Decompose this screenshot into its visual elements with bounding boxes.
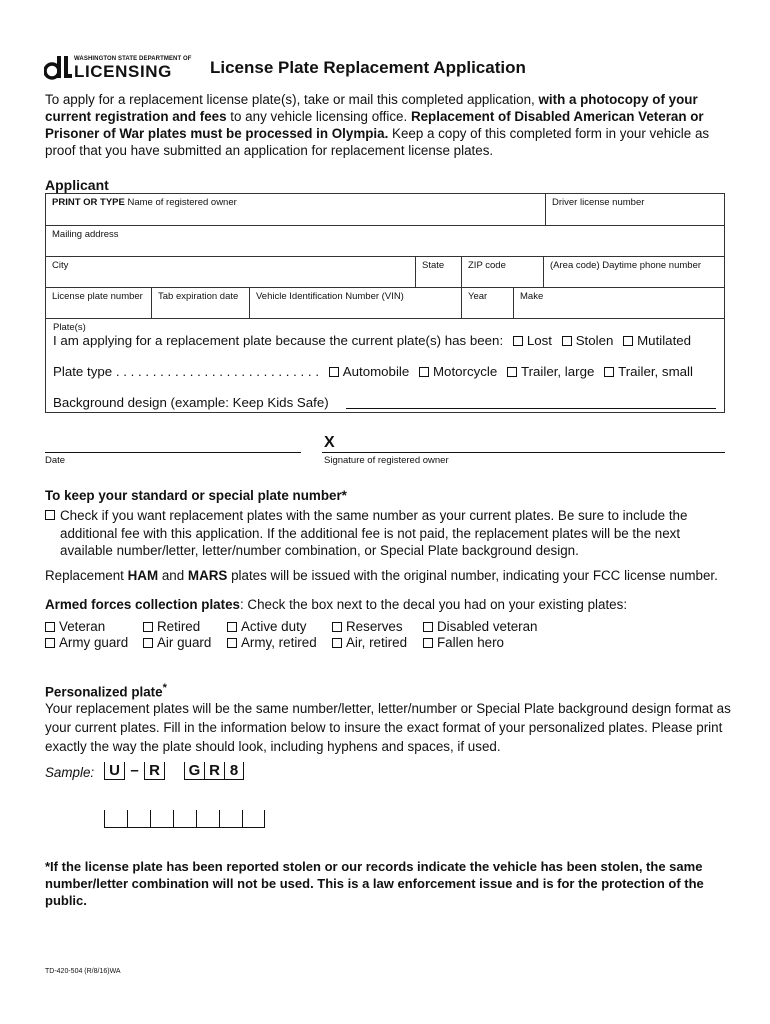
standard-plate-heading: To keep your standard or special plate number* — [45, 488, 347, 503]
plate-char-input[interactable] — [219, 810, 242, 828]
plate-char-input[interactable] — [242, 810, 265, 828]
armed-disabled-veteran-option[interactable]: Disabled veteran — [423, 619, 538, 636]
state-field[interactable]: State — [416, 257, 462, 287]
type-trailer-small-option[interactable]: Trailer, small — [604, 364, 693, 379]
sample-plate-char: U — [104, 762, 124, 780]
sample-plate — [104, 762, 244, 780]
owner-name-field[interactable]: PRINT OR TYPE Name of registered owner — [46, 194, 546, 225]
zip-field[interactable]: ZIP code — [462, 257, 544, 287]
plate-char-input[interactable] — [127, 810, 150, 828]
plate-number-field[interactable]: License plate number — [46, 288, 152, 318]
sample-plate-char: R — [204, 762, 224, 780]
row-city — [46, 257, 724, 288]
signature-label: Signature of registered owner — [324, 455, 449, 466]
checkbox[interactable] — [45, 622, 55, 632]
armed-fallen-hero-option[interactable]: Fallen hero — [423, 635, 504, 652]
checkbox[interactable] — [623, 336, 633, 346]
checkbox[interactable] — [332, 638, 342, 648]
signature-x-mark: X — [324, 434, 335, 451]
checkbox[interactable] — [604, 367, 614, 377]
checkbox[interactable] — [329, 367, 339, 377]
sample-plate-char: – — [124, 762, 144, 780]
checkbox[interactable] — [143, 622, 153, 632]
sample-plate-char — [164, 762, 184, 780]
plates-label: Plate(s) — [53, 322, 86, 333]
row-owner — [46, 194, 724, 226]
reason-lost-option[interactable]: Lost — [513, 333, 552, 348]
date-label: Date — [45, 455, 66, 466]
stolen-footnote: *If the license plate has been reported stolen or our records indicate the vehicle has been stolen, the same number/letter combination will not be used. This is a law enforcement issue and is for the protection of the public. — [45, 859, 704, 908]
row-vehicle — [46, 288, 724, 319]
checkbox[interactable] — [562, 336, 572, 346]
phone-field[interactable]: (Area code) Daytime phone number — [550, 260, 702, 271]
checkbox[interactable] — [423, 638, 433, 648]
ham-mars-text: Replacement HAM and MARS plates will be issued with the original number, indicating your FCC license number. — [45, 568, 718, 583]
sample-label: Sample: — [45, 765, 95, 780]
mailing-address-field[interactable]: Mailing address — [52, 229, 119, 240]
checkbox[interactable] — [513, 336, 523, 346]
make-field[interactable]: Make — [520, 291, 544, 302]
city-field[interactable]: City — [46, 257, 416, 287]
dept-text: WASHINGTON STATE DEPARTMENT OF — [74, 56, 192, 62]
plate-type-line: Plate type . . . . . . . . . . . . . . . . . . . . . . . . . . . . Automobile Motorcycle Trailer, large Trailer, small — [53, 364, 693, 379]
checkbox[interactable] — [227, 622, 237, 632]
type-motorcycle-option[interactable]: Motorcycle — [419, 364, 497, 379]
dol-logo — [44, 52, 192, 82]
tab-expiration-field[interactable]: Tab expiration date — [152, 288, 250, 318]
background-design-input[interactable] — [346, 408, 716, 409]
armed-veteran-option[interactable]: Veteran — [45, 619, 105, 636]
sample-plate-char: R — [144, 762, 164, 780]
personalized-heading: Personalized plate* — [45, 682, 167, 700]
checkbox[interactable] — [227, 638, 237, 648]
reason-mutilated-option[interactable]: Mutilated — [623, 333, 691, 348]
sample-plate-char: 8 — [224, 762, 244, 780]
sample-plate-char: G — [184, 762, 204, 780]
armed-air-guard-option[interactable]: Air guard — [143, 635, 211, 652]
row-mailing — [46, 226, 724, 257]
checkbox[interactable] — [423, 622, 433, 632]
intro-paragraph: To apply for a replacement license plate(s), take or mail this completed application, with a photocopy of your current registration and fees to any vehicle licensing office. Replacement of Disabled American Veteran or Prisoner of War plates must be processed in Olympia. Keep a copy of this completed form in your vehicle as proof that you have submitted an application for replacement license plates. — [45, 92, 710, 158]
armed-army-guard-option[interactable]: Army guard — [45, 635, 128, 652]
armed-forces-text: Armed forces collection plates: Check the box next to the decal you had on your existing plates: — [45, 597, 628, 612]
applicant-table — [45, 193, 725, 413]
form-number: TD-420-504 (R/8/16)WA — [45, 968, 121, 975]
type-automobile-option[interactable]: Automobile — [329, 364, 410, 379]
plate-char-input[interactable] — [104, 810, 127, 828]
signature-line[interactable] — [322, 452, 725, 453]
checkbox[interactable] — [45, 638, 55, 648]
armed-active-duty-option[interactable]: Active duty — [227, 619, 307, 636]
date-line[interactable] — [45, 452, 301, 453]
logo-licensing-text: LICENSING — [74, 62, 172, 81]
year-field[interactable]: Year — [462, 288, 514, 318]
checkbox[interactable] — [507, 367, 517, 377]
page-title: License Plate Replacement Application — [210, 58, 526, 77]
armed-air-retired-option[interactable]: Air, retired — [332, 635, 407, 652]
checkbox[interactable] — [45, 510, 55, 520]
checkbox[interactable] — [332, 622, 342, 632]
applicant-heading: Applicant — [45, 177, 109, 193]
plate-char-input[interactable] — [196, 810, 219, 828]
type-trailer-large-option[interactable]: Trailer, large — [507, 364, 594, 379]
armed-forces-options — [45, 619, 735, 653]
reason-line: I am applying for a replacement plate because the current plate(s) has been: Lost Stolen Mutilated — [53, 333, 692, 348]
armed-retired-option[interactable]: Retired — [143, 619, 200, 636]
personalized-plate-entry[interactable] — [104, 810, 265, 828]
standard-plate-option[interactable]: Check if you want replacement plates with the same number as your current plates. Be sure to include the additional fee with this application. If the additional fee is not paid, the replacement plates will be the next available number/letter, letter/number combination, or Special Plate background design. — [45, 507, 735, 560]
reason-stolen-option[interactable]: Stolen — [562, 333, 614, 348]
driver-license-field[interactable]: Driver license number — [552, 197, 645, 208]
personalized-text: Your replacement plates will be the same number/letter, letter/number or Special Plate background design format as your current plates. Fill in the information below to insure the exact format of your personalized plates. Please print exactly the way the plate should look, including hyphens and spaces, if used. — [45, 701, 731, 754]
checkbox[interactable] — [419, 367, 429, 377]
armed-reserves-option[interactable]: Reserves — [332, 619, 403, 636]
armed-army-retired-option[interactable]: Army, retired — [227, 635, 317, 652]
plate-char-input[interactable] — [150, 810, 173, 828]
background-design-line: Background design (example: Keep Kids Safe) — [53, 395, 329, 410]
checkbox[interactable] — [143, 638, 153, 648]
dol-logo-icon — [44, 54, 72, 80]
plate-char-input[interactable] — [173, 810, 196, 828]
vin-field[interactable]: Vehicle Identification Number (VIN) — [250, 288, 462, 318]
